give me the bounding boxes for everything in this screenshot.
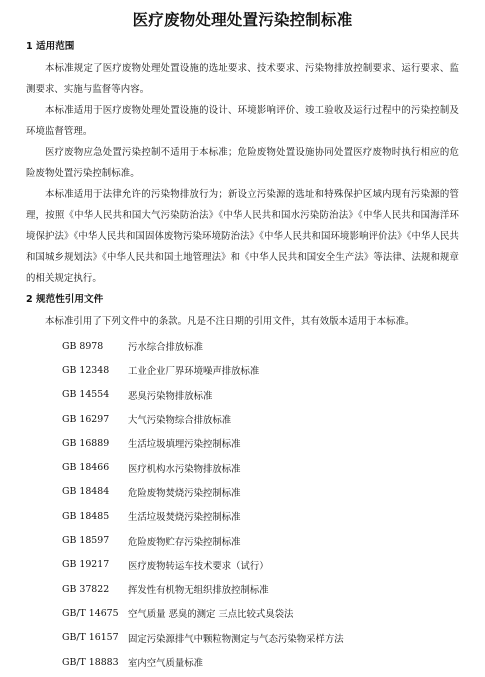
reference-code: GB 14554	[62, 389, 110, 401]
section-1-paragraph: 医疗废物应急处置污染控制不适用于本标准；危险废物处置设施协同处置医疗废物时执行相应的危险废物处置污染控制标准。	[26, 147, 459, 179]
reference-name: 空气质量 恶臭的测定 三点比较式臭袋法	[128, 609, 294, 621]
reference-item	[26, 626, 459, 650]
reference-code: GB 37822	[62, 583, 110, 595]
reference-name: 室内空气质量标准	[128, 658, 204, 669]
reference-list	[26, 334, 459, 674]
reference-name: 污水综合排放标准	[128, 342, 204, 354]
reference-name: 恶臭污染物排放标准	[128, 390, 213, 402]
section-2-heading: 2 规范性引用文件	[26, 294, 104, 305]
section-1-heading: 1 适用范围	[26, 41, 75, 52]
section-1-paragraph: 本标准适用于法律允许的污染物排放行为；新设立污染源的选址和特殊保护区域内现有污染源的管理，按照《中华人民共和国大气污染防治法》《中华人民共和国水污染防治法》《中华人民共和国海洋环境保护法》《中华人民共和国固体废物污染环境防治法》《中华人民共和国环境影响评价法》《中华人民共和国城乡规划法》《中华人民共和国土地管理法》和《中华人民共和国安全生产法》等法律、法规和规章的相关规定执行。	[26, 189, 459, 284]
reference-name: 医疗废物转运车技术要求（试行）	[128, 560, 269, 572]
reference-code: GB 18484	[62, 486, 110, 498]
reference-code: GB 8978	[62, 340, 104, 352]
reference-name: 挥发性有机物无组织排放控制标准	[128, 585, 269, 597]
reference-code: GB 18485	[62, 510, 110, 522]
reference-item	[26, 650, 459, 674]
reference-name: 固定污染源排气中颗粒物测定与气态污染物采样方法	[128, 633, 344, 645]
reference-item	[26, 504, 459, 528]
reference-code: GB 19217	[62, 559, 110, 571]
reference-code: GB 18597	[62, 535, 110, 547]
reference-item	[26, 480, 459, 504]
reference-item	[26, 455, 459, 479]
reference-code: GB/T 18883	[62, 656, 119, 668]
reference-item	[26, 358, 459, 382]
reference-name: 生活垃圾填埋污染控制标准	[128, 439, 241, 451]
section-1-paragraph: 本标准规定了医疗废物处理处置设施的选址要求、技术要求、污染物排放控制要求、运行要求、监测要求、实施与监督等内容。	[26, 63, 459, 95]
reference-code: GB/T 16157	[62, 632, 119, 644]
reference-code: GB/T 14675	[62, 607, 119, 619]
reference-name: 大气污染物综合排放标准	[128, 415, 232, 427]
reference-name: 工业企业厂界环境噪声排放标准	[128, 366, 260, 378]
reference-item	[26, 334, 459, 358]
reference-name: 生活垃圾焚烧污染控制标准	[128, 512, 241, 524]
reference-item	[26, 553, 459, 577]
section-1-paragraph: 本标准适用于医疗废物处理处置设施的设计、环境影响评价、竣工验收及运行过程中的污染控制及环境监督管理。	[26, 105, 459, 137]
reference-item	[26, 577, 459, 601]
section-2-intro: 本标准引用了下列文件中的条款。凡是不注日期的引用文件，其有效版本适用于本标准。	[45, 316, 415, 327]
reference-item	[26, 601, 459, 625]
reference-item	[26, 528, 459, 552]
reference-code: GB 18466	[62, 462, 110, 474]
reference-code: GB 12348	[62, 364, 110, 376]
document-title: 医疗废物处理处置污染控制标准	[132, 11, 353, 29]
reference-code: GB 16297	[62, 413, 110, 425]
reference-item	[26, 383, 459, 407]
reference-name: 危险废物贮存污染控制标准	[128, 536, 241, 548]
reference-item	[26, 407, 459, 431]
reference-name: 危险废物焚烧污染控制标准	[128, 487, 241, 499]
reference-name: 医疗机构水污染物排放标准	[128, 463, 241, 475]
reference-code: GB 16889	[62, 437, 110, 449]
reference-item	[26, 431, 459, 455]
